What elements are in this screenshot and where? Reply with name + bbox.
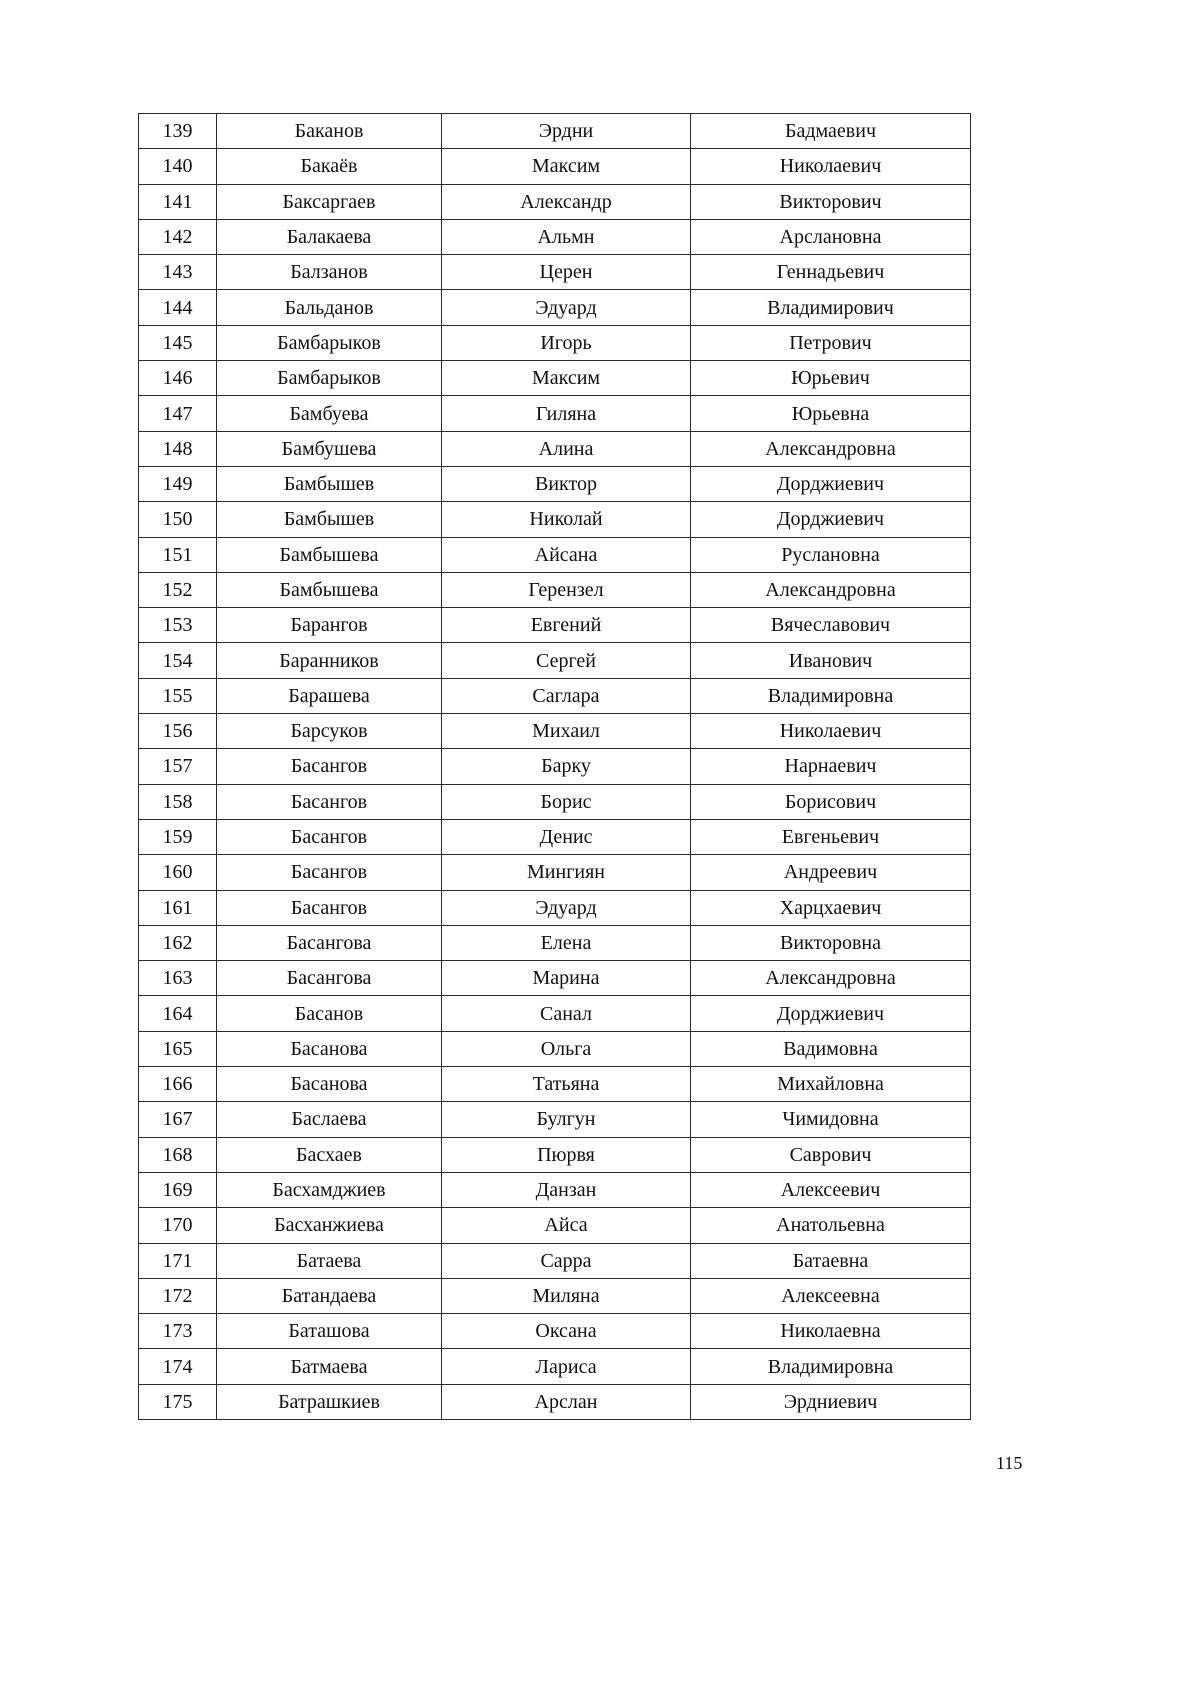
row-number-cell: 147 [139, 396, 217, 431]
row-number-cell: 163 [139, 961, 217, 996]
first-name-cell: Пюрвя [442, 1137, 691, 1172]
table-row [139, 1243, 971, 1278]
row-number-cell: 143 [139, 255, 217, 290]
last-name-cell: Бамбышев [217, 466, 442, 501]
table-row [139, 537, 971, 572]
first-name-cell: Герензел [442, 572, 691, 607]
last-name-cell: Барангов [217, 608, 442, 643]
table-row [139, 714, 971, 749]
table-row [139, 1172, 971, 1207]
table-row [139, 925, 971, 960]
last-name-cell: Барашева [217, 678, 442, 713]
row-number-cell: 151 [139, 537, 217, 572]
patronymic-cell: Анатольевна [691, 1208, 971, 1243]
table-row [139, 890, 971, 925]
table-row [139, 184, 971, 219]
table-row [139, 1102, 971, 1137]
patronymic-cell: Александровна [691, 572, 971, 607]
patronymic-cell: Юрьевна [691, 396, 971, 431]
patronymic-cell: Евгеньевич [691, 819, 971, 854]
row-number-cell: 165 [139, 1031, 217, 1066]
table-row [139, 149, 971, 184]
table-row [139, 996, 971, 1031]
name-list-body [139, 114, 971, 1420]
row-number-cell: 150 [139, 502, 217, 537]
table-row [139, 1067, 971, 1102]
last-name-cell: Басангов [217, 749, 442, 784]
last-name-cell: Басангов [217, 784, 442, 819]
patronymic-cell: Вадимовна [691, 1031, 971, 1066]
table-row [139, 1278, 971, 1313]
patronymic-cell: Юрьевич [691, 361, 971, 396]
first-name-cell: Максим [442, 149, 691, 184]
table-row [139, 608, 971, 643]
last-name-cell: Бамбышева [217, 537, 442, 572]
row-number-cell: 145 [139, 325, 217, 360]
table-row [139, 466, 971, 501]
table-row [139, 1137, 971, 1172]
first-name-cell: Айса [442, 1208, 691, 1243]
patronymic-cell: Александровна [691, 961, 971, 996]
table-row [139, 502, 971, 537]
row-number-cell: 154 [139, 643, 217, 678]
table-row [139, 1349, 971, 1384]
patronymic-cell: Саврович [691, 1137, 971, 1172]
table-row [139, 855, 971, 890]
table-row [139, 114, 971, 149]
patronymic-cell: Андреевич [691, 855, 971, 890]
first-name-cell: Марина [442, 961, 691, 996]
table-row [139, 749, 971, 784]
row-number-cell: 139 [139, 114, 217, 149]
row-number-cell: 157 [139, 749, 217, 784]
patronymic-cell: Эрдниевич [691, 1384, 971, 1419]
last-name-cell: Батмаева [217, 1349, 442, 1384]
table-row [139, 290, 971, 325]
last-name-cell: Баксаргаев [217, 184, 442, 219]
last-name-cell: Баташова [217, 1314, 442, 1349]
first-name-cell: Татьяна [442, 1067, 691, 1102]
patronymic-cell: Батаевна [691, 1243, 971, 1278]
patronymic-cell: Михайловна [691, 1067, 971, 1102]
row-number-cell: 172 [139, 1278, 217, 1313]
last-name-cell: Басангов [217, 890, 442, 925]
patronymic-cell: Иванович [691, 643, 971, 678]
first-name-cell: Данзан [442, 1172, 691, 1207]
patronymic-cell: Арслановна [691, 219, 971, 254]
first-name-cell: Церен [442, 255, 691, 290]
row-number-cell: 149 [139, 466, 217, 501]
last-name-cell: Баканов [217, 114, 442, 149]
row-number-cell: 144 [139, 290, 217, 325]
row-number-cell: 141 [139, 184, 217, 219]
last-name-cell: Батаева [217, 1243, 442, 1278]
row-number-cell: 140 [139, 149, 217, 184]
row-number-cell: 168 [139, 1137, 217, 1172]
table-row [139, 819, 971, 854]
first-name-cell: Айсана [442, 537, 691, 572]
patronymic-cell: Нарнаевич [691, 749, 971, 784]
first-name-cell: Оксана [442, 1314, 691, 1349]
row-number-cell: 166 [139, 1067, 217, 1102]
last-name-cell: Балакаева [217, 219, 442, 254]
row-number-cell: 155 [139, 678, 217, 713]
first-name-cell: Эдуард [442, 890, 691, 925]
patronymic-cell: Бадмаевич [691, 114, 971, 149]
row-number-cell: 175 [139, 1384, 217, 1419]
last-name-cell: Батандаева [217, 1278, 442, 1313]
row-number-cell: 173 [139, 1314, 217, 1349]
last-name-cell: Басангова [217, 961, 442, 996]
table-row [139, 396, 971, 431]
table-row [139, 643, 971, 678]
first-name-cell: Миляна [442, 1278, 691, 1313]
first-name-cell: Мингиян [442, 855, 691, 890]
patronymic-cell: Владимировна [691, 1349, 971, 1384]
first-name-cell: Виктор [442, 466, 691, 501]
row-number-cell: 164 [139, 996, 217, 1031]
last-name-cell: Батрашкиев [217, 1384, 442, 1419]
patronymic-cell: Алексеевна [691, 1278, 971, 1313]
patronymic-cell: Вячеславович [691, 608, 971, 643]
name-list-table [138, 113, 971, 1420]
table-row [139, 784, 971, 819]
table-row [139, 1314, 971, 1349]
row-number-cell: 146 [139, 361, 217, 396]
patronymic-cell: Николаевич [691, 714, 971, 749]
table-row [139, 961, 971, 996]
row-number-cell: 153 [139, 608, 217, 643]
last-name-cell: Бакаёв [217, 149, 442, 184]
patronymic-cell: Чимидовна [691, 1102, 971, 1137]
first-name-cell: Барку [442, 749, 691, 784]
patronymic-cell: Харцхаевич [691, 890, 971, 925]
row-number-cell: 159 [139, 819, 217, 854]
last-name-cell: Басхамджиев [217, 1172, 442, 1207]
last-name-cell: Балзанов [217, 255, 442, 290]
first-name-cell: Эрдни [442, 114, 691, 149]
table-row [139, 431, 971, 466]
first-name-cell: Александр [442, 184, 691, 219]
patronymic-cell: Викторович [691, 184, 971, 219]
row-number-cell: 156 [139, 714, 217, 749]
first-name-cell: Максим [442, 361, 691, 396]
first-name-cell: Альмн [442, 219, 691, 254]
first-name-cell: Игорь [442, 325, 691, 360]
row-number-cell: 158 [139, 784, 217, 819]
last-name-cell: Басанова [217, 1067, 442, 1102]
row-number-cell: 162 [139, 925, 217, 960]
table-row [139, 1384, 971, 1419]
last-name-cell: Бамбарыков [217, 325, 442, 360]
row-number-cell: 161 [139, 890, 217, 925]
table-row [139, 325, 971, 360]
last-name-cell: Басханжиева [217, 1208, 442, 1243]
last-name-cell: Баслаева [217, 1102, 442, 1137]
first-name-cell: Гиляна [442, 396, 691, 431]
patronymic-cell: Владимировна [691, 678, 971, 713]
patronymic-cell: Николаевна [691, 1314, 971, 1349]
first-name-cell: Николай [442, 502, 691, 537]
row-number-cell: 148 [139, 431, 217, 466]
first-name-cell: Михаил [442, 714, 691, 749]
first-name-cell: Евгений [442, 608, 691, 643]
table-row [139, 1031, 971, 1066]
last-name-cell: Бамбушева [217, 431, 442, 466]
last-name-cell: Басангова [217, 925, 442, 960]
patronymic-cell: Борисович [691, 784, 971, 819]
first-name-cell: Эдуард [442, 290, 691, 325]
first-name-cell: Лариса [442, 1349, 691, 1384]
last-name-cell: Басангов [217, 855, 442, 890]
last-name-cell: Бамбышев [217, 502, 442, 537]
patronymic-cell: Дорджиевич [691, 996, 971, 1031]
first-name-cell: Арслан [442, 1384, 691, 1419]
first-name-cell: Борис [442, 784, 691, 819]
last-name-cell: Баранников [217, 643, 442, 678]
table-row [139, 1208, 971, 1243]
row-number-cell: 169 [139, 1172, 217, 1207]
table-row [139, 678, 971, 713]
first-name-cell: Санал [442, 996, 691, 1031]
last-name-cell: Басхаев [217, 1137, 442, 1172]
row-number-cell: 142 [139, 219, 217, 254]
first-name-cell: Сарра [442, 1243, 691, 1278]
row-number-cell: 174 [139, 1349, 217, 1384]
first-name-cell: Булгун [442, 1102, 691, 1137]
first-name-cell: Сергей [442, 643, 691, 678]
last-name-cell: Басанов [217, 996, 442, 1031]
patronymic-cell: Петрович [691, 325, 971, 360]
patronymic-cell: Николаевич [691, 149, 971, 184]
first-name-cell: Денис [442, 819, 691, 854]
row-number-cell: 170 [139, 1208, 217, 1243]
patronymic-cell: Дорджиевич [691, 466, 971, 501]
patronymic-cell: Геннадьевич [691, 255, 971, 290]
patronymic-cell: Александровна [691, 431, 971, 466]
patronymic-cell: Дорджиевич [691, 502, 971, 537]
row-number-cell: 171 [139, 1243, 217, 1278]
last-name-cell: Басанова [217, 1031, 442, 1066]
patronymic-cell: Руслановна [691, 537, 971, 572]
patronymic-cell: Алексеевич [691, 1172, 971, 1207]
last-name-cell: Барсуков [217, 714, 442, 749]
table-row [139, 572, 971, 607]
page-number: 115 [996, 1453, 1023, 1473]
first-name-cell: Ольга [442, 1031, 691, 1066]
row-number-cell: 152 [139, 572, 217, 607]
last-name-cell: Басангов [217, 819, 442, 854]
patronymic-cell: Викторовна [691, 925, 971, 960]
patronymic-cell: Владимирович [691, 290, 971, 325]
first-name-cell: Елена [442, 925, 691, 960]
last-name-cell: Бамбуева [217, 396, 442, 431]
table-row [139, 255, 971, 290]
row-number-cell: 160 [139, 855, 217, 890]
table-row [139, 361, 971, 396]
first-name-cell: Саглара [442, 678, 691, 713]
last-name-cell: Бамбарыков [217, 361, 442, 396]
first-name-cell: Алина [442, 431, 691, 466]
table-row [139, 219, 971, 254]
last-name-cell: Бамбышева [217, 572, 442, 607]
row-number-cell: 167 [139, 1102, 217, 1137]
last-name-cell: Бальданов [217, 290, 442, 325]
